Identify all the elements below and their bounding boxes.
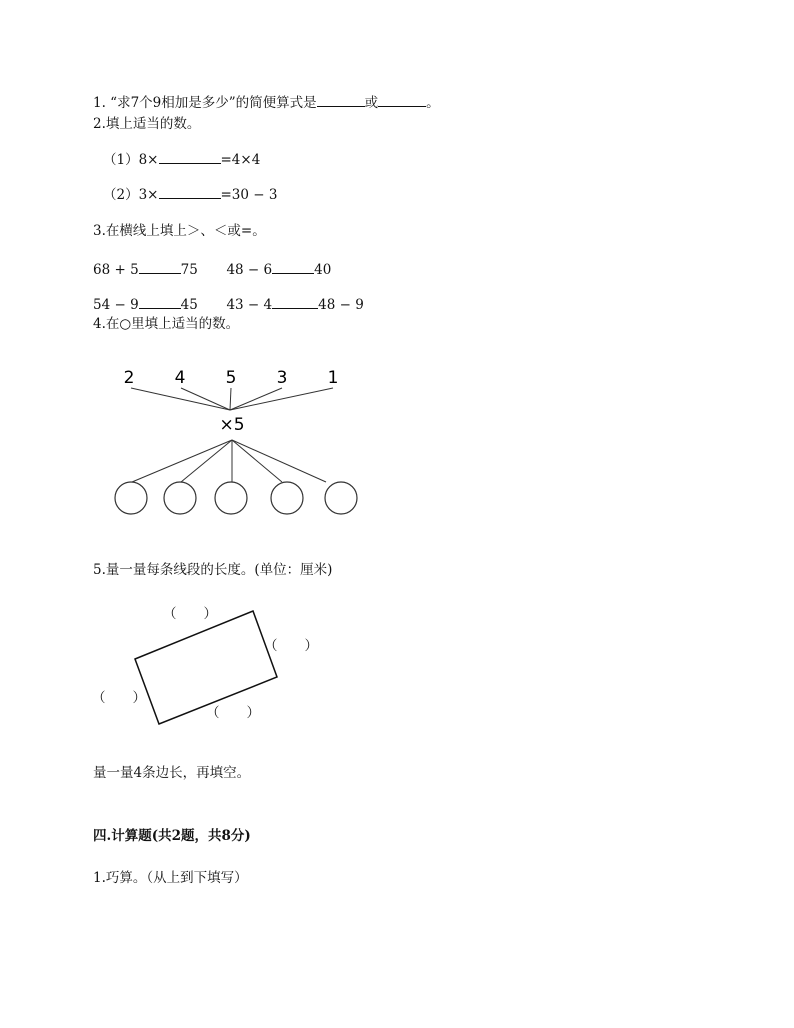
q5-title: 5.量一量每条线段的长度。(单位：厘米)	[93, 562, 333, 578]
q3-r1-c2-left: 48 − 6	[226, 262, 273, 278]
q4-upper-lines	[131, 388, 333, 410]
q4-number-2: 4	[174, 368, 186, 388]
q3-r1-c1-right: 75	[180, 262, 198, 278]
q1-suffix: 。	[426, 95, 440, 111]
q5-instruction: 量一量4条边长，再填空。	[93, 765, 251, 781]
q1-prefix: 1. “求7个9相加是多少”的简便算式是	[93, 95, 317, 111]
q4-number-5: 1	[327, 368, 339, 388]
section-4-q1-title: 1.巧算。（从上到下填写）	[93, 870, 248, 886]
q4-title: 4.在○里填上适当的数。	[93, 316, 240, 332]
q4-lower-lines	[132, 440, 326, 482]
q3-r1-c2-right: 40	[314, 262, 332, 278]
q3-r1-c1-left: 68 + 5	[93, 262, 139, 278]
q4-answer-circle-1[interactable]	[115, 482, 147, 514]
q2-item-1-rest: =4×4	[220, 152, 261, 168]
q5-paren-top[interactable]: （ ）	[163, 606, 217, 622]
q3-r2-c1-right: 45	[180, 297, 198, 313]
q4-answer-circle-3[interactable]	[215, 482, 247, 514]
section-4-heading: 四.计算题(共2题，共8分)	[93, 828, 251, 844]
q4-answer-circle-4[interactable]	[271, 482, 303, 514]
q2-item-2-rest: =30 − 3	[220, 187, 278, 203]
q3-r2-c2-right: 48 − 9	[318, 297, 364, 313]
q4-number-1: 2	[123, 368, 135, 388]
q5-paren-bottom[interactable]: （ ）	[206, 705, 260, 721]
q3-title: 3.在横线上填上＞、＜或=。	[93, 223, 266, 239]
q4-answer-circle-5[interactable]	[325, 482, 357, 514]
q5-paren-right[interactable]: （ ）	[264, 638, 318, 654]
q5-paren-left[interactable]: （ ）	[92, 690, 146, 706]
q3-r2-c1-left: 54 − 9	[93, 297, 139, 313]
q2-title: 2.填上适当的数。	[93, 116, 201, 132]
q4-answer-circle-2[interactable]	[164, 482, 196, 514]
q3-r2-c2-left: 43 − 4	[226, 297, 273, 313]
q1-connector: 或	[364, 95, 379, 111]
q2-item-2-label: （2）3×	[103, 187, 159, 203]
q4-number-4: 3	[276, 368, 288, 388]
q4-number-3: 5	[225, 368, 237, 388]
q2-item-1-label: （1）8×	[103, 152, 159, 168]
q4-operator: ×5	[219, 415, 245, 435]
